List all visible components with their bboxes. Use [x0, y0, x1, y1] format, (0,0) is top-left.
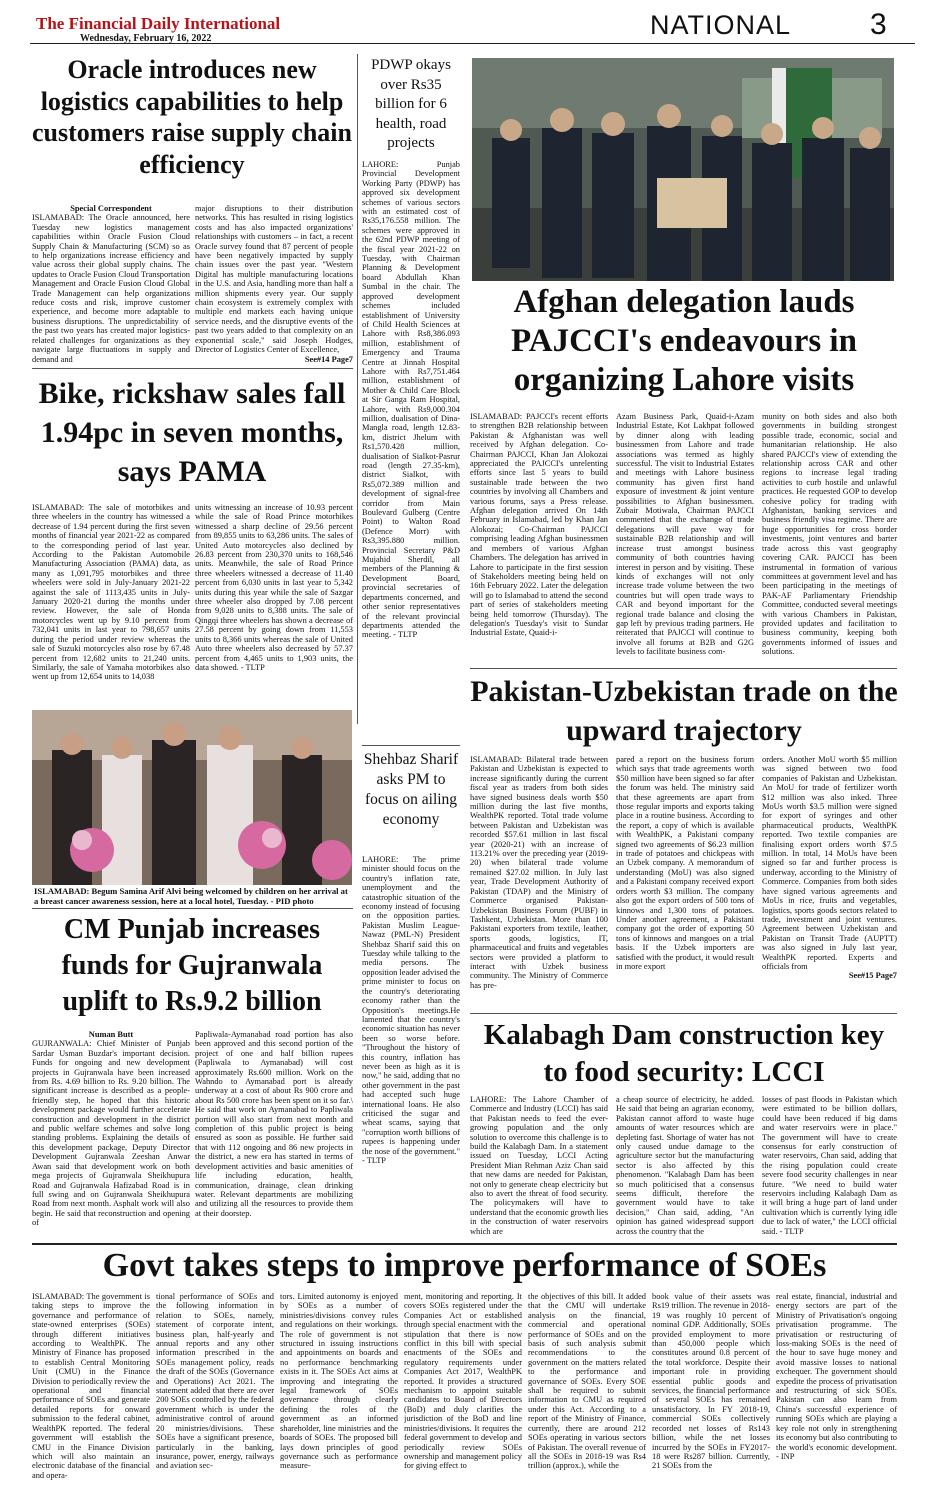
oracle-col-1: [32, 204, 190, 364]
cm-text-2: Papliwala-Aymanabad road portion has also been approved and this second portion of the project of one and half billion rupees (Papliwala to Aymanabad) will cost approximately Rs.600 million. Work on the Wahndo to Aymanabad port is already underway at a cost of about Rs 900 crore and about Rs 500 crore has been spent on it so far.\ He said that work on Aymanabad to Papliwala portion will also start from next month and completion of this public project is being ensured as soon as possible. He further said that with 112 ongoing and 86 new projects in the district, a new era has started in terms of development activities and basic amenities of life including education, health, communication, drainage, clean drinking water. Relevant departments are mobilizing and utilizing all the resources to provide them at their doorstep.: [195, 1030, 353, 1218]
divider: [470, 1013, 897, 1014]
bike-col-2: [195, 503, 353, 703]
kalabagh-col-3: [762, 1095, 897, 1240]
cm-col-1: [32, 1030, 190, 1238]
soe-col-5: [528, 1292, 646, 1482]
bike-text-1: ISLAMABAD: The sale of motorbikes and three wheelers in the country has witnessed a decrease of 1.94 percent during the first seven months of financial year 2021-22 as compared to the corresponding period of last year. According to the Pakistan Automobile Manufacturing Association (PAMA) data, as many as 1,091,795 motorbikes and three wheelers were sold in July-January 2021-22 against the sale of 1113,435 units in July- January 2020-21 during the months under review. However, the sale of Honda motorcycles went up by 9.10 percent from 732,041 units in last year to 798,657 units during the period under review whereas the sale of Suzuki motorcycles also rose by 67.48 percent from 12,682 units to 21,240 units. Similarly, the sale of Yamaha motorbikes also went up from 12,654 units to 14,038: [32, 503, 190, 682]
soe-col-7: [776, 1292, 897, 1482]
delegation-photo-image: [472, 58, 894, 281]
soe-headline: Govt takes steps to improve performance of SOEs: [102, 1247, 827, 1284]
soe-text-1: ISLAMABAD: The government is taking steps to improve the governance and performance of state-owned enterprises (SOEs) through different initiatives according to WealthPK. The Ministry of Finance has proposed to establish Central Monitoring Unit (CMU) in the Finance Division to periodically review the operational and financial performance of SOEs and generate detailed reports for onward submission to the federal cabinet, WealthPK reported. The federal government will establish the CMU in the Finance Division which will also maintain an electronic database of the financial and opera-: [32, 1292, 150, 1480]
divider: [362, 745, 460, 746]
afghan-col-2: [616, 412, 754, 664]
soe-col-6: [652, 1292, 770, 1482]
shehbaz-text: LAHORE: The prime minister should focus on the country's inflation rate, unemployment and the catastrophic situation of the economy instead of focusing on the opposition parties. Pakistan Muslim League-Nawaz (PML-N) President Shehbaz Sharif said this on Tuesday while talking to the media persons. The opposition leader advised the prime minister to focus on the country's deteriorating economy rather than the Opposition's meetings.He lamented that the country's economic situation has never been so worse before. "Throughout the history of this country, inflation has never been as high as it is now," he said, adding that no other government in the past had accepted such huge international loans. He also criticised the sugar and wheat scams, saying that "corruption worth billions of rupees is happening under the nose of the government." - TLTP: [362, 855, 460, 1165]
kalabagh-col-1: [470, 1095, 608, 1240]
afghan-col-1: [470, 412, 608, 664]
oracle-text-1: ISLAMABAD: The Oracle announced, here Tuesday new logistics management capabilities within Oracle Fusion Cloud Supply Chain & Manufacturing (SCM) so as to help organizations increase efficiency and value across their global supply chains. The updates to Oracle Fusion Cloud Transportation Management and Oracle Fusion Cloud Global Trade Management can help organizations reduce costs and risk, improve customer experience, and become more adaptable to business disruptions. The unpredictability of the past two years has created major logistics-related challenges for organizations as they navigate large fluctuations in supply and demand and: [32, 213, 190, 364]
uzbek-text-3: orders. Another MoU worth $5 million was signed between two food companies of Pakistan and Uzbekistan. An MoU for trade of fertilizer worth $12 million was also inked. Three MoUs worth $3.5 million were signed for export of syringes and other pharmaceutical products, WealthPK reported. Two textile companies are finalising export orders worth $7.5 million. In total, 14 MoUs have been signed so far and further process is underway, according to the Ministry of Commerce. Companies from both sides have signed various agreements and MoUs in rice, fruits and vegetables, logistics, sports goods sectors related to trade, investment and joint ventures. Agreement between Uzbekistan and Pakistan on Transit Trade (AUPTT) was also signed in July last year, WealthPK reported. Experts and officials from: [762, 755, 897, 971]
oracle-byline: Special Correspondent: [70, 204, 152, 213]
oracle-headline: Oracle introduces new logistics capabilities to help customers raise supply chain efficiency: [32, 55, 352, 180]
divider: [32, 908, 353, 909]
shehbaz-col: [362, 855, 460, 1235]
soe-col-2: [156, 1292, 274, 1482]
afghan-text-1: ISLAMABAD: PAJCCI's recent efforts to strengthen B2B relationship between Pakistan & Afghanistan was well received by Afghan delegation. Co-Chairman PAJCCI, Khan Jan Alokozai appreciated the PAJCCI's unrelenting efforts since last 5 years to build sustainable trade between the two countries by involving all Chambers and various forums, says a Press release. Afghan delegation arrived On 14th February in Islamabad, led by Khan Jan Alokozai; Co-Chairman PAJCCI comprising leading Afghan businessmen and members of various Afghan Chambers. The delegation has arrived in Lahore to participate in the first session of Stakeholders meeting being held on 16th February 2022. Later the delegation will go to Islamabad to attend the second part of series of stakeholders meeting being held tomorrow (Thursday). The delegation's Tuesday's visit to Sundar Industrial Estate, Quaid-i-: [470, 412, 608, 638]
soe-col-1: [32, 1292, 150, 1482]
uzbek-col-1: [470, 755, 608, 1010]
soe-text-4: ment, monitoring and reporting. It covers SOEs registered under the Companies Act or established through special enactment with the stipulation that there is now conflict in this bill with special enactments of the SOEs and regulatory requirements under Companies Act 2017, WealthPK reported. It provides a structured mechanism to appoint suitable candidates to Board of Directors (BoD) and duly clarifies the jurisdiction of the BoD and line ministries/divisions. It requires the federal government to develop and periodically review SOEs ownership and management policy for giving effect to: [404, 1292, 522, 1471]
cm-col-2: [195, 1030, 353, 1238]
oracle-see-ref: See#14 Page7: [304, 354, 353, 364]
section-name: NATIONAL: [650, 10, 792, 40]
kalabagh-text-3: losses of past floods in Pakistan which were estimated to be billion dollars, could have been reduced if big dams and water reservoirs were in place." The government will have to create consensus for early construction of water reservoirs, Chan said, adding that the rising population could create severe food security challenges in near future. "We need to build water reservoirs including Kalabagh Dam as it will bring a huge part of land under cultivation which is currently lying idle due to lack of water," the LCCI official said. - TLTP: [762, 1095, 897, 1236]
delegation-photo: [472, 58, 894, 281]
page-number: 3: [870, 8, 887, 41]
oracle-col-2: [195, 204, 353, 364]
bike-text-2: units witnessing an increase of 10.93 percent while the sale of Road Prince motorbikes witnessed a sharp decline of 29.56 percent from 89,855 units to 63,286 units. The sales of United Auto motorcycles also declined by 26.83 percent from 230,370 units to 168,546 units. Meanwhile, the sale of Road Prince three wheelers witnessed a decrease of 11.40 percent from 6,030 units in last year to 5,342 units during this year while the sale of Sazgar three wheeler also dropped by 7.08 percent from 9,028 units to 8,388 units. The sale of Qingqi three wheelers has shown a decrease of 27.58 percent by going down from 11,553 units to 8,366 units whereas the sale of United Auto three wheelers also decreased by 57.37 percent from 4,465 units to 1,903 units, the data showed. - TLTP: [195, 503, 353, 672]
soe-col-4: [404, 1292, 522, 1482]
paper-name: The Financial Daily International: [36, 14, 281, 33]
photo-caption: ISLAMABAD: Begum Samina Arif Alvi being welcomed by children on her arrival at a breast cancer awareness session, here at a local hotel, Tuesday. - PID photo: [34, 886, 348, 906]
afghan-text-3: munity on both sides and also both governments in building strongest possible trade, economic, social and humanitarian relationship. He also shared PAJCCI's view of extending the relationship across CAR and other regions to increase legal trading activities to curb hostile and unlawful practices. He requested GOP to develop cohesive policy for trading with Afghanistan, banking services and business friendly visa regime. There are huge opportunities for cross border investments, joint ventures and barter trade across this vast geography covering CAR. PAJCCI has been instrumental in formation of various committees at government level and has been participating in the meetings of PAK-AF Parliamentary Friendship Committee, conducted several meetings with various Chambers in Pakistan, provided updates and facilitation to business community, keeping both governments informed of issues and solutions.: [762, 412, 897, 657]
event-photo: [32, 710, 352, 885]
soe-text-2: tional performance of SOEs and the following information in relation to SOEs, namely, statement of corporate intent, business plan, half-yearly and annual reports and any other information prescribed in the SOEs management policy, reads the draft of the SOEs (Governance and Operations) Act 2021. The statement added that there are over 200 SOEs controlled by the federal government which is under the administrative control of around 20 ministries/divisions. These SOEs have a significant presence, particularly in the banking, insurance, power, energy, railways and aviation sec-: [156, 1292, 274, 1471]
divider: [32, 1243, 897, 1245]
soe-text-3: tors. Limited autonomy is enjoyed by SOEs as a number of ministries/divisions convey rules and regulations on their workings. The role of government is not structured in issuing instructions and appointments on boards and no performance benchmarking exists in it. The SOEs Act aims at improving and integrating the legal framework of SOEs governance through clearly defining the roles of the government as an informed shareholder, line ministries and the boards of SOEs. The proposed bill lays down principles of good governance such as performance measure-: [280, 1292, 398, 1471]
soe-text-6: book value of their assets was Rs19 trillion. The revenue in 2018-19 was roughly 10 percent of nominal GDP. Additionally, SOEs provided employment to more than 450,000 people which constitutes around 0.8 percent of the total workforce. Despite their important role in providing essential public goods and services, the financial performance of several SOEs has remained unsatisfactory. In FY 2018-19, commercial SOEs collectively recorded net losses of Rs143 billion, while the net losses incurred by the SOEs in FY2017-18 were Rs287 billion. Currently, 21 SOEs from the: [652, 1292, 770, 1471]
bike-col-1: [32, 503, 190, 703]
kalabagh-text-2: a cheap source of electricity, he added. He said that being an agrarian economy, Pakistan cannot afford to waste huge amounts of water resources which are depleting fast. Shortage of water has not only caused undue damage to the agriculture sector but the manufacturing sector is also affected by this phenomenon. "Kalabagh Dam has been so much politicised that a consensus seems difficult, therefore the government would have to take decision," Chan said, adding, "An opinion has gained widespread support across the country that the: [616, 1095, 754, 1236]
divider: [470, 668, 897, 669]
pdwp-col: [362, 160, 460, 742]
cm-text-1: GUJRANWALA: Chief Minister of Punjab Sardar Usman Buzdar's important decision. Funds for ongoing and new development projects in Gujranwala have been increased from Rs. 4.69 billion to Rs. 9.20 billion. The significant increase is described as a people-friendly step, he hoped that this historic development package would further accelerate construction and development in the district and public welfare schemes and solve long standing problems. Explaining the details of this development package, Deputy Director Development Gujranwala Zeeshan Anwar Awan said that development work on both mega projects of Gujranwala Sheikhupura Road and Gujranwala Hafizabad Road is in full swing and on Gujranwala Sheikhupura Road from next month. Asphalt work will also begin. He said that reconstruction and opening of: [32, 1039, 190, 1228]
paper-date: Wednesday, February 16, 2022: [80, 33, 212, 44]
pdwp-text: LAHORE: Punjab Provincial Development Working Party (PDWP) has approved six development schemes of various sectors with an estimated cost of Rs35,176.558 million. The schemes were approved in the 62nd PDWP meeting of the fiscal year 2021-22 on Tuesday, with Chairman Planning & Development board Abdullah Khan Sumbal in the chair. The approved development schemes included establishment of University of Child Health Sciences at Lahore with Rs8,386.093 million, establishment of Emergency and Trauma Centre at Jinnah Hospital Lahore with Rs7,751.464 million, establishment of Mother & Child Care Block at Sir Ganga Ram Hospital, Lahore, with Rs9,000.304 million, dualisation of Dina-Mangla road, length 12.83-km, district Jhelum with Rs1,570.428 million, dualisation of Sialkot-Pasrur road (length 27.35-km), district Sialkot, with Rs5,072.389 million and development of signal-free corridor from Main Boulevard Gulberg (Centre Point) to Walton Road (Defence Morr) with Rs3,395.880 million. Provincial Secretary P&D Mujahid Sherdil, all members of the Planning & Development Board, provincial secretaries of departments concerned, and other senior representatives of the relevant provincial departments attended the meeting. - TLTP: [362, 160, 460, 640]
kalabagh-headline: Kalabagh Dam construction key to food security: LCCI: [483, 1019, 885, 1088]
uzbek-see-ref: See#15 Page7: [848, 971, 897, 981]
cm-headline: CM Punjab increases funds for Gujranwala uplift to Rs.9.2 billion: [61, 914, 323, 1017]
kalabagh-col-2: [616, 1095, 754, 1240]
event-photo-image: [32, 710, 352, 885]
uzbek-headline: Pakistan-Uzbekistan trade on the upward trajectory: [470, 675, 898, 747]
oracle-text-2: major disruptions to their distribution networks. This has resulted in rising logistics costs and has also impacted organizations' relationships with customers – in fact, a recent Oracle survey found that 87 percent of people have been negatively impacted by supply chain issues over the past year. "Western Digital has multiple manufacturing locations in the U.S. and Asia, handling more than half a million shipments every year. Our supply chain ecosystem is extremely complex with multiple end markets each having unique service needs, and the disruptive events of the past two years added to that complexity on an exponential scale," said Joseph Hodges, Director of Logistics Center of Excellence,: [195, 204, 353, 355]
uzbek-text-2: pared a report on the business forum which says that trade agreements worth $50 million have been signed so far after the forum was held. The ministry said that these agreements are apart from those regular imports and exports taking place in a routine business. According to the report, a copy of which is available with WealthPK, a Pakistani company signed two agreements of $6.23 million in trade of potatoes and chickpeas with an Uzbek company. A memorandum of understanding (MoU) was also signed and a Pakistani company received export orders worth $3 million. The company also got the export orders of 500 tons of kinnows and 1,300 tons of potatoes. Under another agreement, a Pakistani company got the order of exporting 50 tons of kinnows and mangoes on a trial basis. If the Uzbek importers are satisfied with the product, it would result in more export: [616, 755, 754, 971]
cm-byline: Numan Butt: [88, 1030, 134, 1039]
uzbek-col-3: [762, 755, 897, 1010]
masthead: [30, 8, 915, 44]
afghan-text-2: Azam Business Park, Quaid-i-Azam Industrial Estate, Kot Lakhpat followed by dinner along with leading businessmen from Lahore and trade associations was termed as highly successful. The visit to Industrial Estates and meetings with Lahore business community has given first hand exposure of investment & joint venture possibilities to Afghan businessmen. Zubair Motiwala, Chairman PAJCCI commented that the exchange of trade delegations will pave way for sustainable B2B relationship and will increase trust amongst business community of both countries having interest in person and by visiting. These kinds of exchanges will not only increase trade volume between the two countries but will open trade ways to CAR and beyond important for the regional trade balance and closing the gap left by previous trading partners. He reiterated that PAJCCI will continue to involve all forums at B2B and G2G levels to facilitate business com-: [616, 412, 754, 657]
afghan-headline: Afghan delegation lauds PAJCCI's endeavours in organizing Lahore visits: [511, 284, 857, 398]
soe-col-3: [280, 1292, 398, 1482]
kalabagh-text-1: LAHORE: The Lahore Chamber of Commerce and Industry (LCCI) has said that Pakistan needs to feed the ever-growing population and the only solution to overcome this challenge is to build the Kalabagh Dam. In a statement issued on Tuesday, LCCI Acting President Mian Rehman Aziz Chan said that new dams are needed for Pakistan, not only to generate cheap electricity but also to avert the threat of food security. The policymakers will have to understand that the economic growth lies in the construction of water reservoirs which are: [470, 1095, 608, 1236]
uzbek-col-2: [616, 755, 754, 1010]
shehbaz-headline: Shehbaz Sharif asks PM to focus on ailing economy: [363, 751, 459, 829]
uzbek-text-1: ISLAMABAD: Bilateral trade between Pakistan and Uzbekistan is expected to increase significantly during the current fiscal year as traders from both sides have signed business deals worth $50 million during the last five months, WealthPK reported. Total trade volume between Pakistan and Uzbekistan was recorded $57.61 million in last fiscal year (2020-21) with an increase of 113.21% over the preceding year (2019-20) when bilateral trade volume remained $27.02 million. In July last year, Trade Development Authority of Pakistan (TDAP) and the Ministry of Commerce organised Pakistan-Uzbekistan Business Forum (PUBF) in Tashkent, Uzbekistan. More than 100 Pakistani exporters from textile, leather, sports goods, logistics, IT, pharmaceutical and fruits and vegetables sectors were provided a platform to interact with Uzbek business community. The Ministry of Commerce has pre-: [470, 755, 608, 990]
divider: [32, 368, 353, 369]
soe-text-5: the objectives of this bill. It added that the CMU will undertake analysis on the financial, commercial and operational performance of SOEs and on the basis of such analysis submit recommendations to the government on the matters related to the performance and governance of SOEs. Every SOE shall be required to submit information to CMU as required under this Act. According to a report of the Ministry of Finance, currently, there are around 212 SOEs operating in various sectors of Pakistan. The overall revenue of all the SOEs in 2018-19 was Rs4 trillion (approx.), while the: [528, 1292, 646, 1471]
pdwp-headline: PDWP okays over Rs35 billion for 6 health, road projects: [371, 57, 451, 151]
afghan-col-3: [762, 412, 897, 664]
divider: [357, 54, 358, 724]
bike-headline: Bike, rickshaw sales fall 1.94pc in seven months, says PAMA: [38, 377, 346, 488]
soe-text-7: real estate, financial, industrial and energy sectors are part of the Ministry of Privatisation's ongoing privatisation programme. The privatisation or restructuring of loss-making SOEs is the need of the hour to save huge money and avoid massive losses to national exchequer. The government should expedite the process of privatisation and restructuring of sick SOEs. Pakistan can also learn from China's successful experience of running SOEs which are playing a key role not only in strengthening its economy but also contributing to the world's economic development. - INP: [776, 1292, 897, 1461]
